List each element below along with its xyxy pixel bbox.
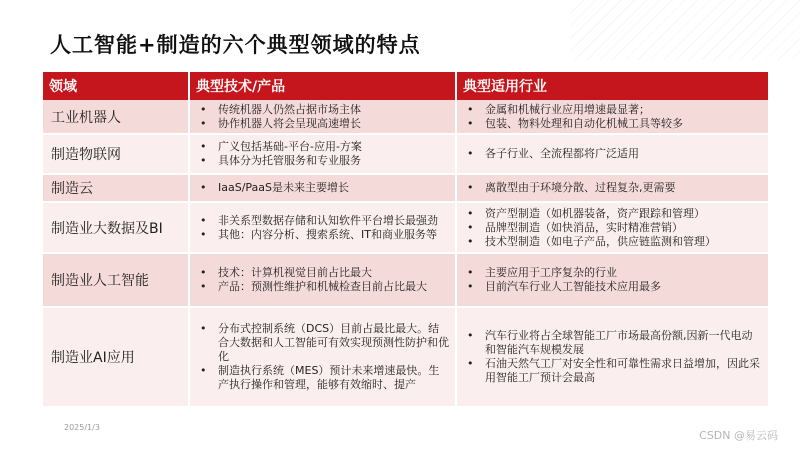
industry-item: • 汽车行业将占全球智能工厂市场最高份额,因新一代电动和智能汽车规模发展 xyxy=(463,329,762,357)
industry-item: • 各子行业、全流程都将广泛适用 xyxy=(463,147,762,161)
domain-cell: 制造业人工智能 xyxy=(43,253,189,307)
tech-item: • 分布式控制系统（DCS）目前占最比最大。结合大数据和人工智能可有效实现预测性防护和优化 xyxy=(196,322,449,364)
industry-cell xyxy=(456,307,768,407)
tech-item: • 制造执行系统（MES）预计未来增速最快。生产执行操作和管理，能够有效缩时、提产 xyxy=(196,364,449,392)
tech-item: • 具体分为托管服务和专业服务 xyxy=(196,154,449,168)
header-tech: 典型技术/产品 xyxy=(189,72,456,100)
tech-cell xyxy=(189,100,456,134)
table-row xyxy=(43,202,768,253)
industry-item: • 目前汽车行业人工智能技术应用最多 xyxy=(463,280,762,294)
page-title: 人工智能+制造的六个典型领域的特点 xyxy=(50,33,421,57)
tech-cell xyxy=(189,134,456,174)
tech-cell xyxy=(189,202,456,253)
tech-item: • 非关系型数据存储和认知软件平台增长最强劲 xyxy=(196,214,449,228)
industry-cell xyxy=(456,174,768,202)
table-row xyxy=(43,253,768,307)
industry-item: • 品牌型制造（如快消品，实时精准营销） xyxy=(463,221,762,235)
industry-item: • 包装、物料处理和自动化机械工具等较多 xyxy=(463,117,762,131)
tech-item: • IaaS/PaaS是未来主要增长 xyxy=(196,181,449,195)
tech-cell xyxy=(189,307,456,407)
domain-cell: 制造云 xyxy=(43,174,189,202)
tech-cell xyxy=(189,253,456,307)
industry-item: • 离散型由于环境分散、过程复杂,更需要 xyxy=(463,181,762,195)
industry-cell xyxy=(456,202,768,253)
domain-cell: 制造业AI应用 xyxy=(43,307,189,407)
industry-item: • 资产型制造（如机器装备，资产跟踪和管理） xyxy=(463,207,762,221)
tech-item: • 传统机器人仍然占据市场主体 xyxy=(196,103,449,117)
tech-item: • 协作机器人将会呈现高速增长 xyxy=(196,117,449,131)
domain-cell: 制造物联网 xyxy=(43,134,189,174)
header-domain: 领域 xyxy=(43,72,189,100)
table-row xyxy=(43,134,768,174)
table-header-row xyxy=(43,72,768,100)
industry-cell xyxy=(456,253,768,307)
tech-cell xyxy=(189,174,456,202)
industry-item: • 技术型制造（如电子产品，供应链监测和管理） xyxy=(463,235,762,249)
industry-item: • 主要应用于工序复杂的行业 xyxy=(463,266,762,280)
industry-item: • 金属和机械行业应用增速最显著； xyxy=(463,103,762,117)
table-row xyxy=(43,174,768,202)
table-row xyxy=(43,100,768,134)
watermark: CSDN @易云码 xyxy=(699,429,778,442)
industry-cell xyxy=(456,100,768,134)
table-row xyxy=(43,307,768,407)
characteristics-table xyxy=(43,72,768,408)
industry-cell xyxy=(456,134,768,174)
industry-item: • 石油天然气工厂对安全性和可靠性需求日益增加，因此采用智能工厂预计会最高 xyxy=(463,357,762,385)
slide-date: 2025/1/3 xyxy=(64,423,100,432)
header-decoration xyxy=(570,0,800,60)
domain-cell: 制造业大数据及BI xyxy=(43,202,189,253)
tech-item: • 其他：内容分析、搜索系统、IT和商业服务等 xyxy=(196,228,449,242)
tech-item: • 广义包括基础-平台-应用-方案 xyxy=(196,140,449,154)
header-industry: 典型适用行业 xyxy=(456,72,768,100)
domain-cell: 工业机器人 xyxy=(43,100,189,134)
tech-item: • 技术：计算机视觉目前占比最大 xyxy=(196,266,449,280)
tech-item: • 产品：预测性维护和机械检查目前占比最大 xyxy=(196,280,449,294)
